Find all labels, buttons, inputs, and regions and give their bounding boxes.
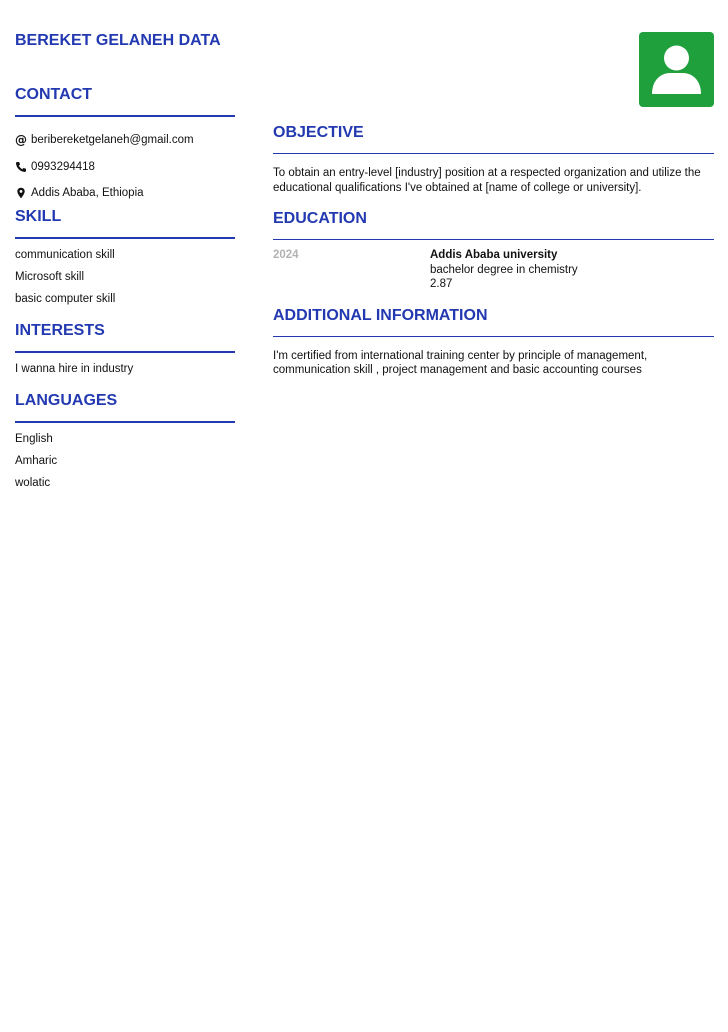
list-item: I wanna hire in industry — [15, 362, 134, 375]
education-entry — [273, 240, 714, 306]
additional-section — [273, 306, 714, 392]
interests-list — [15, 353, 235, 391]
location-pin-icon — [15, 187, 27, 199]
contact-phone — [15, 154, 235, 181]
objective-text: To obtain an entry-level [industry] position at a respected organization and utilize the educational qualifications I've obtained at [name of college or university]. — [273, 167, 701, 194]
contact-location-text: Addis Ababa, Ethiopia — [31, 187, 144, 200]
contact-list — [15, 117, 235, 207]
education-title: EDUCATION — [273, 209, 714, 240]
education-details — [430, 248, 578, 292]
list-item: wolatic — [15, 476, 51, 489]
education-grade: 2.87 — [430, 278, 453, 290]
contact-title: CONTACT — [15, 85, 235, 117]
contact-section — [15, 85, 235, 207]
list-item: communication skill — [15, 248, 115, 261]
contact-location — [15, 180, 235, 207]
education-school: Addis Ababa university — [430, 249, 558, 261]
list-item: Microsoft skill — [15, 270, 85, 283]
skill-title: SKILL — [15, 207, 235, 239]
candidate-name: BEREKET GELANEH DATA — [15, 32, 221, 49]
objective-section — [273, 123, 714, 209]
list-item: basic computer skill — [15, 292, 116, 305]
right-column — [273, 123, 714, 392]
additional-text: I'm certified from international training center by principle of management, communication skill , project management and basic accounting courses — [273, 349, 648, 376]
languages-section — [15, 391, 235, 505]
interests-title: INTERESTS — [15, 321, 235, 353]
svg-text:@: @ — [15, 134, 27, 147]
profile-photo-placeholder — [639, 32, 714, 107]
skill-section — [15, 207, 235, 321]
languages-list — [15, 423, 235, 505]
left-column — [15, 85, 235, 505]
objective-title: OBJECTIVE — [273, 123, 714, 154]
contact-email — [15, 127, 235, 154]
at-icon — [15, 134, 27, 146]
skill-list — [15, 239, 235, 321]
list-item: English — [15, 432, 53, 445]
phone-icon — [15, 161, 27, 173]
user-icon — [639, 32, 714, 107]
contact-phone-text[interactable]: 0993294418 — [31, 160, 95, 173]
languages-title: LANGUAGES — [15, 391, 235, 423]
contact-email-text[interactable]: beribereketgelaneh@gmail.com — [31, 134, 194, 147]
education-section — [273, 209, 714, 306]
interests-section — [15, 321, 235, 391]
education-year: 2024 — [273, 249, 299, 261]
education-degree: bachelor degree in chemistry — [430, 263, 578, 276]
additional-title: ADDITIONAL INFORMATION — [273, 306, 714, 337]
list-item: Amharic — [15, 454, 58, 467]
